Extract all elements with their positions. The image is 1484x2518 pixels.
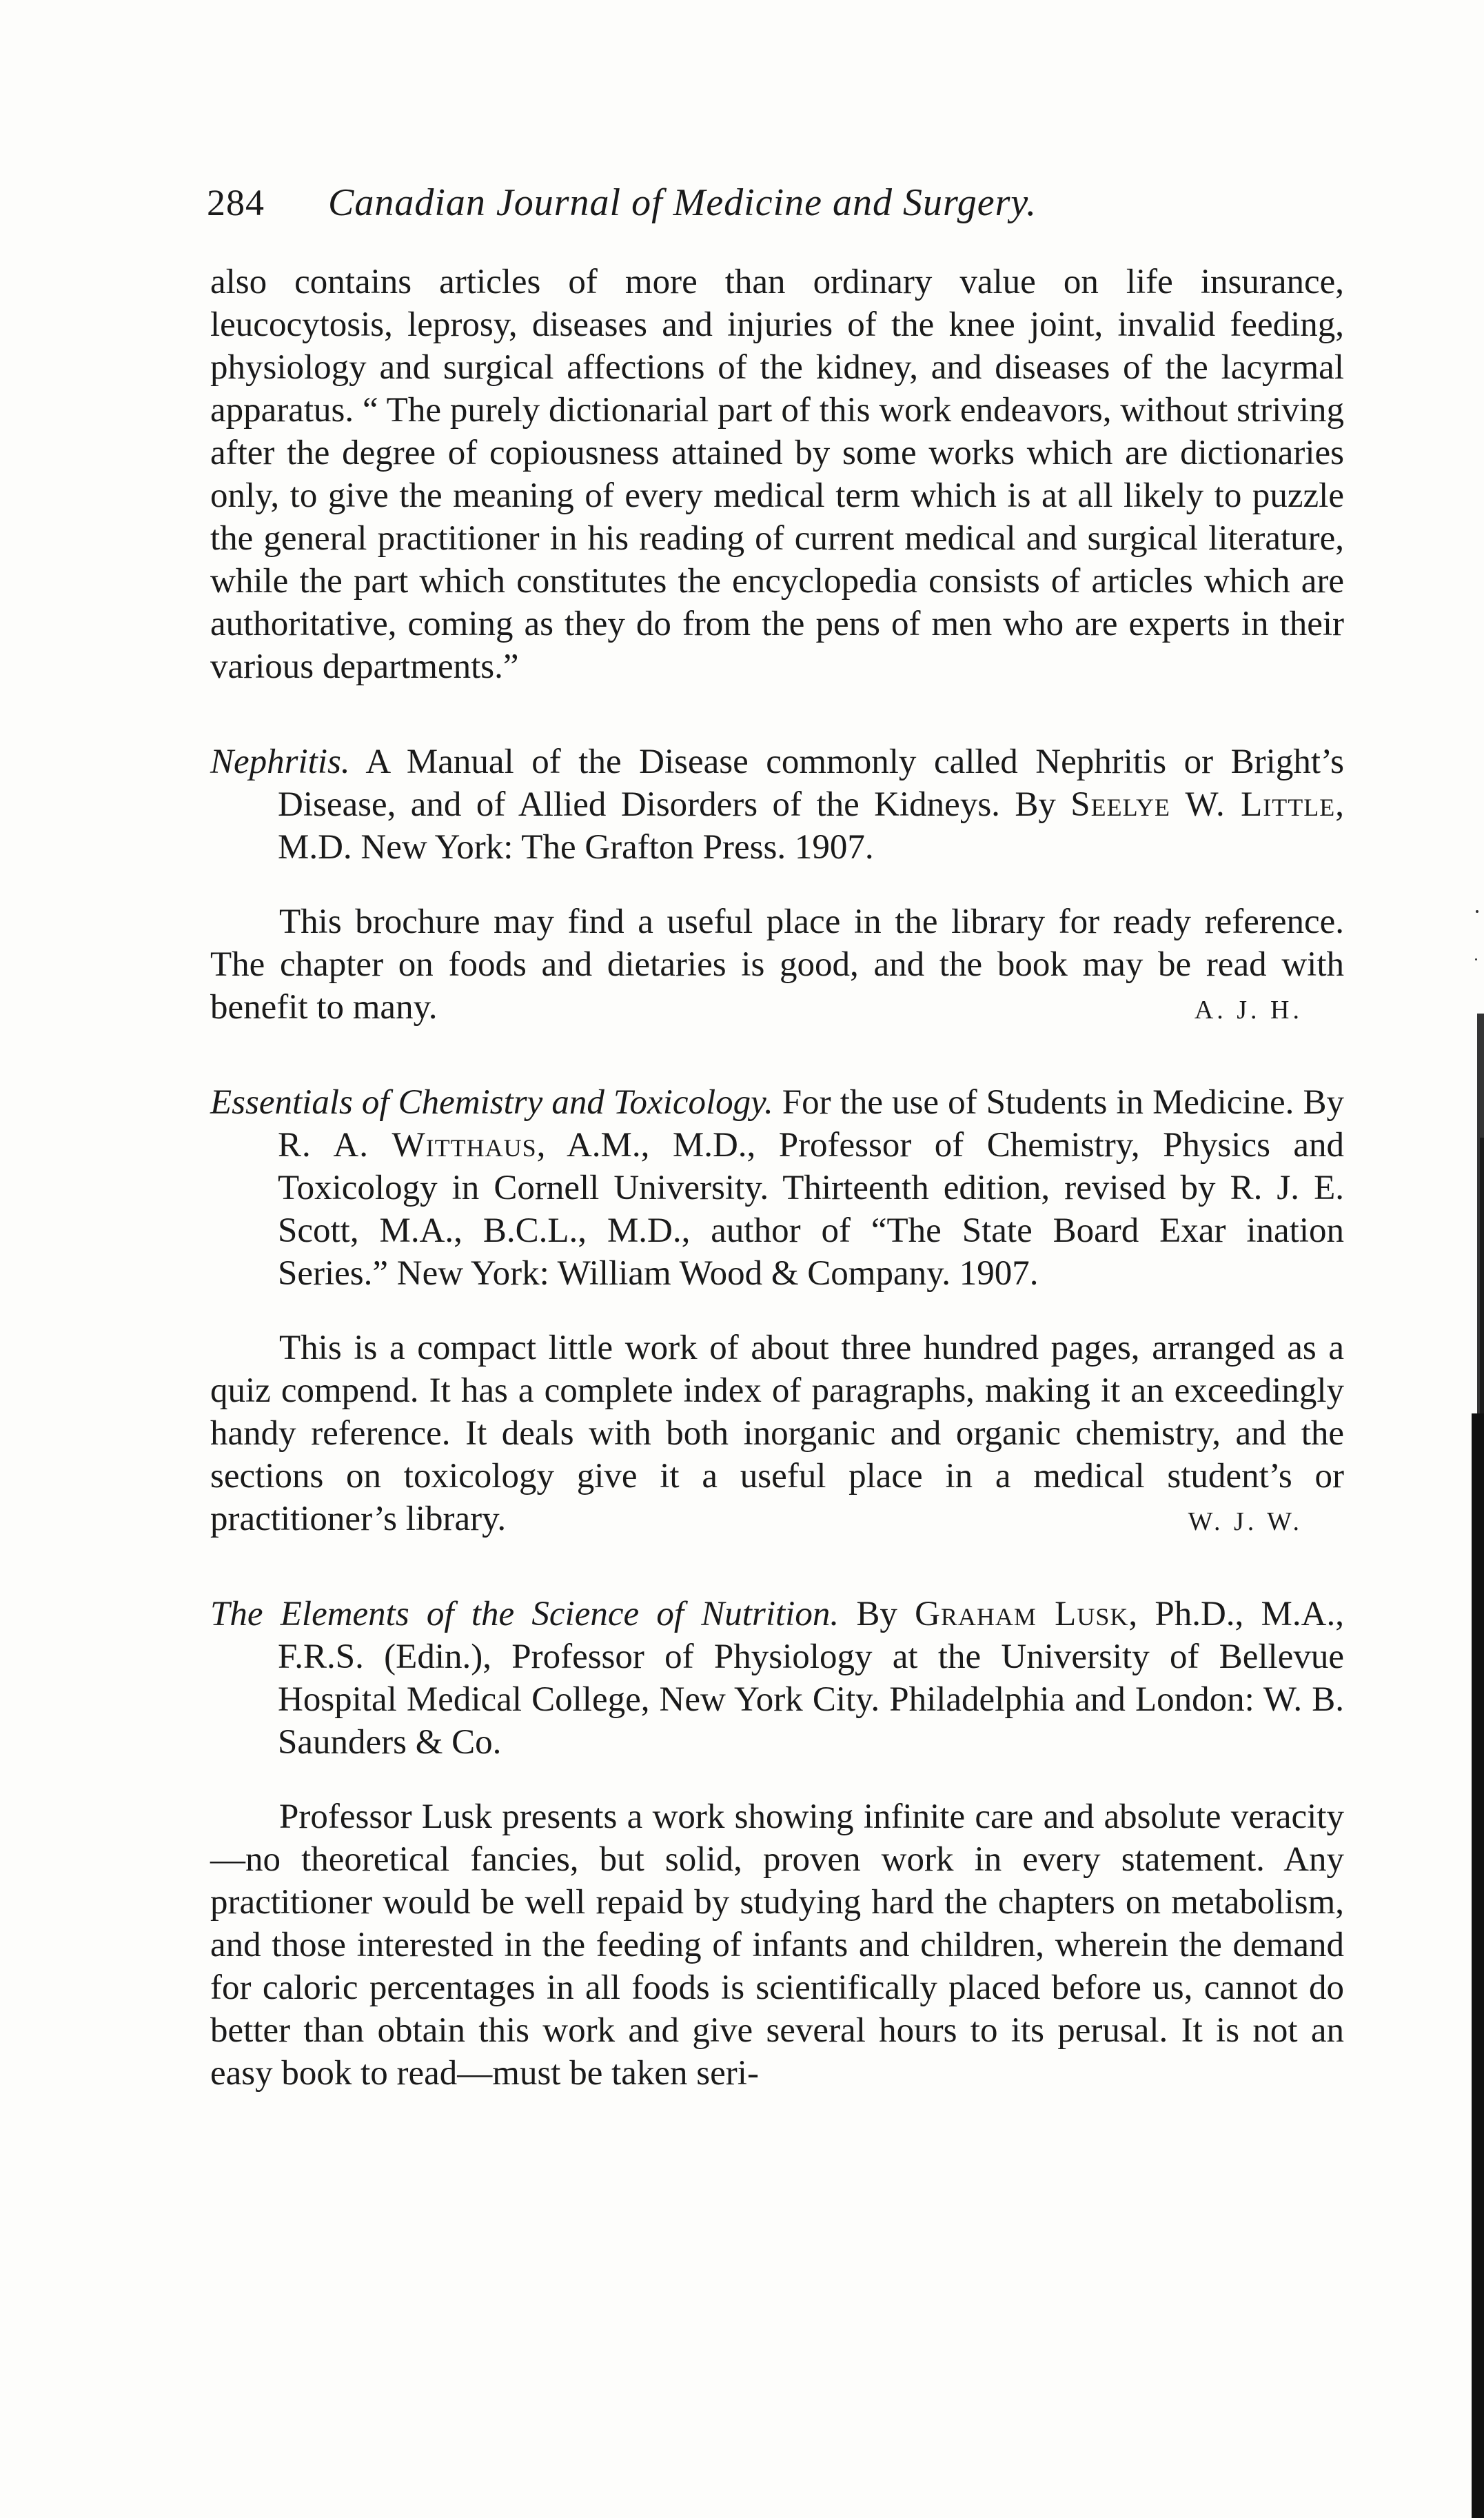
scan-speck — [1475, 958, 1477, 960]
book-citation-nutrition — [210, 1593, 1344, 1764]
review-body: This is a compact little work of about three hundred pages, arranged as a quiz compend. It has a complete index of paragraphs, making it an exceedingly handy reference. It deals with both inorganic and organic chemistry, and the sections on toxicology give it a useful place in a medical student’s or practitioner’s library. — [210, 1329, 1344, 1538]
scan-edge-shadow — [1472, 1413, 1484, 2518]
citation-text: , A.M., M.D., Professor of Chemistry, Physics and Toxicology in Cornell University. Thirteenth edition, revised by R. J. E. Scott, M.A., B.C.L., M.D., author of “The State Board Exar ination Series.” New York: William Wood & Company. 1907. — [278, 1126, 1344, 1293]
citation-text: A Manual of the Disease commonly called Nephritis or Bright’s Disease, and of Allied Disorders of the Kidneys. By — [278, 743, 1344, 824]
intro-paragraph: also contains articles of more than ordinary value on life insurance, leucocytosis, leprosy, diseases and injuries of the knee joint, invalid feeding, physiology and surgical affections of the kidney, and diseases of the lacyrmal apparatus. “ The purely dictionarial part of this work endeavors, without striving after the degree of copiousness attained by some works which are dictionaries only, to give the meaning of every medical term which is at all likely to puzzle the general practitioner in his reading of current medical and surgical literature, while the part which constitutes the encyclopedia consists of articles which are authoritative, coming as they do from the pens of men who are experts in their various departments.” — [210, 263, 1344, 686]
book-citation-chemistry — [210, 1081, 1344, 1295]
review-body: This brochure may find a useful place in the library for ready reference. The chapter on foods and dietaries is good, and the book may be read with benefit to many. — [210, 903, 1344, 1027]
running-title: Canadian Journal of Medicine and Surgery. — [328, 181, 1037, 224]
review-text-chemistry — [210, 1327, 1344, 1540]
author-name: Graham Lusk — [915, 1595, 1129, 1633]
reviewer-initials: A. J. H. — [1194, 996, 1303, 1025]
section-gap — [210, 1295, 1344, 1327]
review-text-nephritis — [210, 900, 1344, 1029]
page-body — [210, 261, 1344, 2095]
section-gap — [210, 1540, 1344, 1593]
reviewer-initials: W. J. W. — [1188, 1507, 1303, 1536]
book-title: Essentials of Chemistry and Toxicology. — [210, 1083, 773, 1122]
author-name: Seelye W. Little — [1070, 785, 1336, 824]
review-text-nutrition — [210, 1795, 1344, 2095]
section-gap — [210, 1029, 1344, 1081]
section-gap — [210, 1764, 1344, 1795]
scan-binding-edge — [1466, 0, 1484, 2518]
review-body: Professor Lusk presents a work showing infinite care and absolute veracity—no theoretical fancies, but solid, proven work in every statement. Any practitioner would be well repaid by studying hard the chapters on metabolism, and those interested in the feeding of infants and children, wherein the demand for caloric percentages in all foods is scientifically placed before us, cannot do better than obtain this work and give several hours to its perusal. It is not an easy book to read—must be taken seri- — [210, 1797, 1344, 2093]
page-header — [207, 181, 1392, 243]
citation-text: For the use of Students in Medicine. By — [773, 1083, 1345, 1122]
book-citation-nephritis — [210, 741, 1344, 869]
page-number: 284 — [207, 182, 265, 223]
citation-text: By — [839, 1595, 915, 1633]
book-title: Nephritis. — [210, 743, 350, 781]
section-gap — [210, 688, 1344, 741]
scan-edge-shadow — [1480, 1138, 1484, 1413]
author-name: R. A. Witthaus — [278, 1126, 537, 1165]
section-gap — [210, 869, 1344, 900]
citation-text: , M.D. New York: The Grafton Press. 1907. — [278, 785, 1344, 867]
scan-speck — [1476, 910, 1478, 913]
citation-text: , Ph.D., M.A., F.R.S. (Edin.), Professor of Physiology at the University of Bellevue Hospital Medical College, New York City. Philadelphia and London: W. B. Saunders & Co. — [278, 1595, 1344, 1762]
book-title: The Elements of the Science of Nutrition. — [210, 1595, 840, 1633]
